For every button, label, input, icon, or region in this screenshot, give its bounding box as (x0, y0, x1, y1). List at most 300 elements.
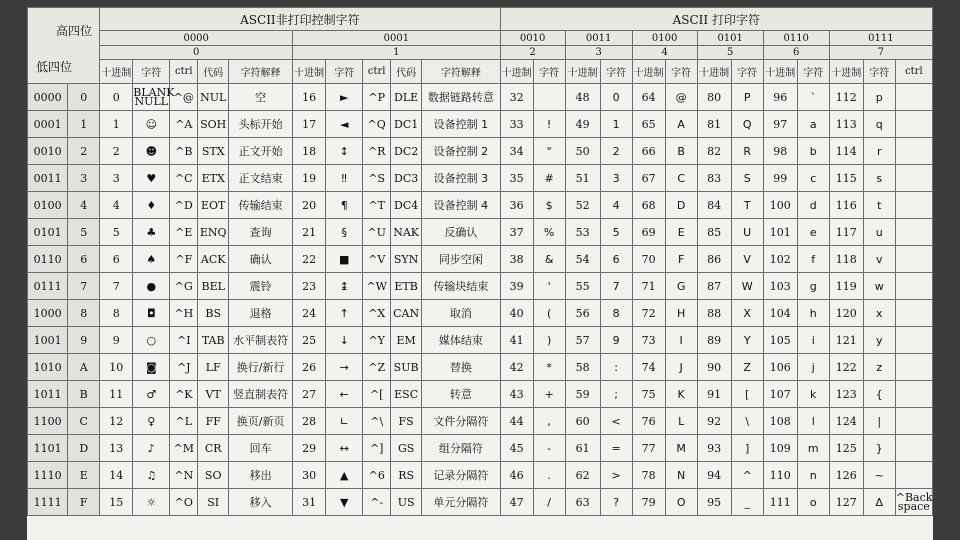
dec-cell: 54 (565, 246, 600, 273)
char-cell: E (665, 219, 697, 246)
char-cell: U (731, 219, 763, 246)
char-cell: B (665, 138, 697, 165)
char-glyph: ↔ (326, 435, 363, 462)
dec-cell: 114 (829, 138, 863, 165)
dec-cell: 100 (763, 192, 797, 219)
dec-cell: 58 (565, 354, 600, 381)
char-cell: S (731, 165, 763, 192)
char-glyph: ♣ (133, 219, 170, 246)
char-glyph: ↕ (326, 138, 363, 165)
dec-cell: 47 (500, 489, 533, 516)
char-cell: W (731, 273, 763, 300)
ctrl-key-cell: ^K (170, 381, 198, 408)
dec-cell: 15 (100, 489, 133, 516)
col-header-char: 字符 (731, 60, 763, 84)
dec-cell: 117 (829, 219, 863, 246)
dec-cell: 51 (565, 165, 600, 192)
char-cell: " (533, 138, 565, 165)
dec-cell: 24 (293, 300, 326, 327)
char-glyph: ♦ (133, 192, 170, 219)
desc-cell: 文件分隔符 (422, 408, 501, 435)
table-row (28, 165, 933, 192)
col-header-dec: 十进制 (100, 60, 133, 84)
col-header-dec: 十进制 (763, 60, 797, 84)
char-cell: M (665, 435, 697, 462)
char-cell: o (797, 489, 829, 516)
row-binary: 1111 (28, 489, 68, 516)
char-cell: [ (731, 381, 763, 408)
row-hex: 4 (68, 192, 100, 219)
dec-cell: 102 (763, 246, 797, 273)
char-cell: e (797, 219, 829, 246)
group-hex-6: 6 (763, 46, 829, 60)
dec-cell: 33 (500, 111, 533, 138)
ctrl-key-cell: ^G (170, 273, 198, 300)
char-cell: y (863, 327, 895, 354)
ctrl-key-cell: ^Y (363, 327, 391, 354)
row-hex: 6 (68, 246, 100, 273)
dec-cell: 115 (829, 165, 863, 192)
dec-cell: 112 (829, 84, 863, 111)
char-cell: J (665, 354, 697, 381)
group-binary-4: 0100 (632, 31, 697, 46)
char-cell: h (797, 300, 829, 327)
corner-header (28, 8, 100, 84)
char-cell: 1 (600, 111, 632, 138)
dec-cell: 122 (829, 354, 863, 381)
char-cell: ^ (731, 462, 763, 489)
dec-cell: 105 (763, 327, 797, 354)
dec-cell: 19 (293, 165, 326, 192)
dec-cell: 12 (100, 408, 133, 435)
char-cell: - (533, 435, 565, 462)
dec-cell: 99 (763, 165, 797, 192)
dec-cell: 71 (632, 273, 665, 300)
code-cell: BS (198, 300, 229, 327)
group-hex-4: 4 (632, 46, 697, 60)
table-row (28, 300, 933, 327)
char-glyph: ♪ (133, 435, 170, 462)
row-binary: 0111 (28, 273, 68, 300)
desc-cell: 换行/新行 (229, 354, 293, 381)
char-glyph: ♠ (133, 246, 170, 273)
ctrl-key-cell: ^E (170, 219, 198, 246)
table-row (28, 327, 933, 354)
dec-cell: 56 (565, 300, 600, 327)
dec-cell: 68 (632, 192, 665, 219)
dec-cell: 35 (500, 165, 533, 192)
dec-cell: 9 (100, 327, 133, 354)
col-header-char: 字符 (797, 60, 829, 84)
char-cell: 9 (600, 327, 632, 354)
char-cell: w (863, 273, 895, 300)
char-cell: Z (731, 354, 763, 381)
char-cell: ] (731, 435, 763, 462)
row-binary: 0110 (28, 246, 68, 273)
char-cell: ) (533, 327, 565, 354)
dec-cell: 73 (632, 327, 665, 354)
ctrl-last-cell (895, 381, 932, 408)
code-cell: ACK (198, 246, 229, 273)
row-binary: 0101 (28, 219, 68, 246)
ctrl-last-cell (895, 84, 932, 111)
char-glyph: ◄ (326, 111, 363, 138)
char-cell: Q (731, 111, 763, 138)
char-cell: Y (731, 327, 763, 354)
char-cell: k (797, 381, 829, 408)
ctrl-key-cell: ^D (170, 192, 198, 219)
desc-cell: 传输结束 (229, 192, 293, 219)
table-row (28, 84, 933, 111)
dec-cell: 55 (565, 273, 600, 300)
char-glyph: → (326, 354, 363, 381)
code-cell: SO (198, 462, 229, 489)
dec-cell: 23 (293, 273, 326, 300)
desc-cell: 震铃 (229, 273, 293, 300)
ctrl-key-cell: ^J (170, 354, 198, 381)
char-cell: g (797, 273, 829, 300)
code-cell: EOT (198, 192, 229, 219)
dec-cell: 88 (697, 300, 731, 327)
dec-cell: 44 (500, 408, 533, 435)
char-cell: * (533, 354, 565, 381)
char-glyph: ■ (326, 246, 363, 273)
table-row (28, 273, 933, 300)
dec-cell: 17 (293, 111, 326, 138)
char-glyph: ◘ (133, 300, 170, 327)
ascii-table-page (27, 7, 933, 540)
col-header-dec: 十进制 (697, 60, 731, 84)
ctrl-key-cell: ^O (170, 489, 198, 516)
dec-cell: 81 (697, 111, 731, 138)
char-glyph: ♫ (133, 462, 170, 489)
code-cell: DC4 (391, 192, 422, 219)
ctrl-last-cell (895, 300, 932, 327)
char-glyph: ↓ (326, 327, 363, 354)
dec-cell: 27 (293, 381, 326, 408)
char-cell: u (863, 219, 895, 246)
desc-cell: 记录分隔符 (422, 462, 501, 489)
dec-cell: 59 (565, 381, 600, 408)
col-header-dec: 十进制 (565, 60, 600, 84)
dec-cell: 95 (697, 489, 731, 516)
dec-cell: 2 (100, 138, 133, 165)
ctrl-last-cell (895, 273, 932, 300)
char-cell: C (665, 165, 697, 192)
desc-cell: 查询 (229, 219, 293, 246)
desc-cell: 正文开始 (229, 138, 293, 165)
dec-cell: 30 (293, 462, 326, 489)
char-glyph: ↨ (326, 273, 363, 300)
table-row (28, 354, 933, 381)
col-header-dec: 十进制 (829, 60, 863, 84)
char-cell: s (863, 165, 895, 192)
col-header-char: 字符 (533, 60, 565, 84)
table-row (28, 138, 933, 165)
row-binary: 1000 (28, 300, 68, 327)
ctrl-last-cell (895, 435, 932, 462)
char-cell: ? (600, 489, 632, 516)
dec-cell: 121 (829, 327, 863, 354)
desc-cell: 换页/新页 (229, 408, 293, 435)
ctrl-last-cell (895, 165, 932, 192)
ctrl-last-cell (895, 462, 932, 489)
dec-cell: 16 (293, 84, 326, 111)
col-header-code: 代码 (391, 60, 422, 84)
dec-cell: 39 (500, 273, 533, 300)
dec-cell: 126 (829, 462, 863, 489)
char-glyph: ♂ (133, 381, 170, 408)
dec-cell: 82 (697, 138, 731, 165)
dec-cell: 97 (763, 111, 797, 138)
char-glyph: ● (133, 273, 170, 300)
ctrl-key-cell: ^W (363, 273, 391, 300)
dec-cell: 8 (100, 300, 133, 327)
dec-cell: 52 (565, 192, 600, 219)
desc-cell: 确认 (229, 246, 293, 273)
char-cell: A (665, 111, 697, 138)
ctrl-key-cell: ^S (363, 165, 391, 192)
dec-cell: 5 (100, 219, 133, 246)
char-cell: R (731, 138, 763, 165)
code-cell: VT (198, 381, 229, 408)
char-cell: c (797, 165, 829, 192)
char-cell: K (665, 381, 697, 408)
char-glyph: ○ (133, 327, 170, 354)
code-cell: SI (198, 489, 229, 516)
char-cell: 5 (600, 219, 632, 246)
dec-cell: 98 (763, 138, 797, 165)
row-binary: 1100 (28, 408, 68, 435)
dec-cell: 108 (763, 408, 797, 435)
dec-cell: 21 (293, 219, 326, 246)
char-cell: 2 (600, 138, 632, 165)
dec-cell: 18 (293, 138, 326, 165)
char-cell: 4 (600, 192, 632, 219)
ctrl-key-cell: ^M (170, 435, 198, 462)
dec-cell: 25 (293, 327, 326, 354)
char-cell: < (600, 408, 632, 435)
dec-cell: 31 (293, 489, 326, 516)
dec-cell: 87 (697, 273, 731, 300)
ctrl-key-cell: ^V (363, 246, 391, 273)
char-cell: f (797, 246, 829, 273)
code-cell: RS (391, 462, 422, 489)
char-glyph: ◙ (133, 354, 170, 381)
char-cell: 8 (600, 300, 632, 327)
desc-cell: 媒体结束 (422, 327, 501, 354)
row-binary: 1110 (28, 462, 68, 489)
dec-cell: 63 (565, 489, 600, 516)
ctrl-key-cell: ^R (363, 138, 391, 165)
code-cell: TAB (198, 327, 229, 354)
char-cell: ` (797, 84, 829, 111)
char-glyph: BLANK NULL (133, 84, 170, 111)
desc-cell: 头标开始 (229, 111, 293, 138)
ctrl-last-cell (895, 138, 932, 165)
char-glyph: ► (326, 84, 363, 111)
corner-low-label: 低四位 (36, 60, 73, 74)
ctrl-key-cell: ^I (170, 327, 198, 354)
dec-cell: 10 (100, 354, 133, 381)
dec-cell: 96 (763, 84, 797, 111)
char-cell (533, 84, 565, 111)
char-cell: { (863, 381, 895, 408)
char-cell: q (863, 111, 895, 138)
dec-cell: 26 (293, 354, 326, 381)
dec-cell: 20 (293, 192, 326, 219)
char-cell: X (731, 300, 763, 327)
ctrl-last-cell: ^Back space (895, 489, 932, 516)
group-hex-0: 0 (100, 46, 293, 60)
char-cell: ! (533, 111, 565, 138)
dec-cell: 75 (632, 381, 665, 408)
code-cell: ESC (391, 381, 422, 408)
col-header-char: 字符 (133, 60, 170, 84)
group-binary-3: 0011 (565, 31, 632, 46)
group-binary-6: 0110 (763, 31, 829, 46)
table-row (28, 462, 933, 489)
dec-cell: 127 (829, 489, 863, 516)
col-header-dec: 十进制 (293, 60, 326, 84)
ctrl-key-cell: ^T (363, 192, 391, 219)
desc-cell: 移入 (229, 489, 293, 516)
code-cell: BEL (198, 273, 229, 300)
row-hex: 7 (68, 273, 100, 300)
char-cell: > (600, 462, 632, 489)
char-cell: = (600, 435, 632, 462)
char-cell: d (797, 192, 829, 219)
char-cell: j (797, 354, 829, 381)
dec-cell: 86 (697, 246, 731, 273)
column-header-row (28, 60, 933, 84)
dec-cell: 37 (500, 219, 533, 246)
desc-cell: 取消 (422, 300, 501, 327)
char-glyph: ▼ (326, 489, 363, 516)
code-cell: GS (391, 435, 422, 462)
ctrl-last-cell (895, 408, 932, 435)
dec-cell: 3 (100, 165, 133, 192)
char-cell: L (665, 408, 697, 435)
char-cell: b (797, 138, 829, 165)
char-cell: I (665, 327, 697, 354)
char-cell: ( (533, 300, 565, 327)
col-header-char: 字符 (665, 60, 697, 84)
char-cell: P (731, 84, 763, 111)
char-cell: % (533, 219, 565, 246)
dec-cell: 34 (500, 138, 533, 165)
code-cell: ETB (391, 273, 422, 300)
row-hex: 0 (68, 84, 100, 111)
group-binary-0: 0000 (100, 31, 293, 46)
dec-cell: 49 (565, 111, 600, 138)
dec-cell: 41 (500, 327, 533, 354)
dec-cell: 53 (565, 219, 600, 246)
char-glyph: § (326, 219, 363, 246)
group-hex-2: 2 (500, 46, 565, 60)
col-header-ctrl: ctrl (363, 60, 391, 84)
dec-cell: 4 (100, 192, 133, 219)
dec-cell: 113 (829, 111, 863, 138)
code-cell: FF (198, 408, 229, 435)
table-row (28, 435, 933, 462)
code-cell: ETX (198, 165, 229, 192)
ctrl-last-cell (895, 219, 932, 246)
ctrl-key-cell: ^L (170, 408, 198, 435)
group-hex-1: 1 (293, 46, 500, 60)
table-body (28, 84, 933, 516)
table-row (28, 381, 933, 408)
row-hex: E (68, 462, 100, 489)
ctrl-key-cell: ^- (363, 489, 391, 516)
ascii-table (27, 7, 933, 516)
desc-cell: 数据链路转意 (422, 84, 501, 111)
char-cell: ~ (863, 462, 895, 489)
table-row (28, 192, 933, 219)
dec-cell: 48 (565, 84, 600, 111)
char-cell: + (533, 381, 565, 408)
char-glyph: ☻ (133, 138, 170, 165)
dec-cell: 40 (500, 300, 533, 327)
ctrl-key-cell: ^6 (363, 462, 391, 489)
ctrl-last-cell (895, 246, 932, 273)
col-header-char: 字符 (600, 60, 632, 84)
char-cell: r (863, 138, 895, 165)
code-cell: NUL (198, 84, 229, 111)
dec-cell: 103 (763, 273, 797, 300)
dec-cell: 91 (697, 381, 731, 408)
desc-cell: 替换 (422, 354, 501, 381)
dec-cell: 0 (100, 84, 133, 111)
desc-cell: 退格 (229, 300, 293, 327)
ctrl-key-cell: ^] (363, 435, 391, 462)
row-binary: 0000 (28, 84, 68, 111)
char-glyph: ☺ (133, 111, 170, 138)
char-glyph: ☼ (133, 489, 170, 516)
code-cell: FS (391, 408, 422, 435)
col-header-code: 代码 (198, 60, 229, 84)
dec-cell: 22 (293, 246, 326, 273)
char-cell: # (533, 165, 565, 192)
col-header-desc: 字符解释 (229, 60, 293, 84)
code-cell: LF (198, 354, 229, 381)
dec-cell: 90 (697, 354, 731, 381)
desc-cell: 转意 (422, 381, 501, 408)
char-cell: 3 (600, 165, 632, 192)
dec-cell: 119 (829, 273, 863, 300)
char-cell: t (863, 192, 895, 219)
dec-cell: 89 (697, 327, 731, 354)
dec-cell: 70 (632, 246, 665, 273)
desc-cell: 单元分隔符 (422, 489, 501, 516)
dec-cell: 7 (100, 273, 133, 300)
char-glyph: ▲ (326, 462, 363, 489)
dec-cell: 83 (697, 165, 731, 192)
row-hex: C (68, 408, 100, 435)
char-cell: $ (533, 192, 565, 219)
group-hex-3: 3 (565, 46, 632, 60)
char-glyph: ♀ (133, 408, 170, 435)
ctrl-key-cell: ^A (170, 111, 198, 138)
dec-cell: 42 (500, 354, 533, 381)
char-cell: | (863, 408, 895, 435)
char-cell: G (665, 273, 697, 300)
ctrl-key-cell: ^X (363, 300, 391, 327)
ctrl-key-cell: ^U (363, 219, 391, 246)
row-hex: D (68, 435, 100, 462)
code-cell: CR (198, 435, 229, 462)
row-hex: 2 (68, 138, 100, 165)
